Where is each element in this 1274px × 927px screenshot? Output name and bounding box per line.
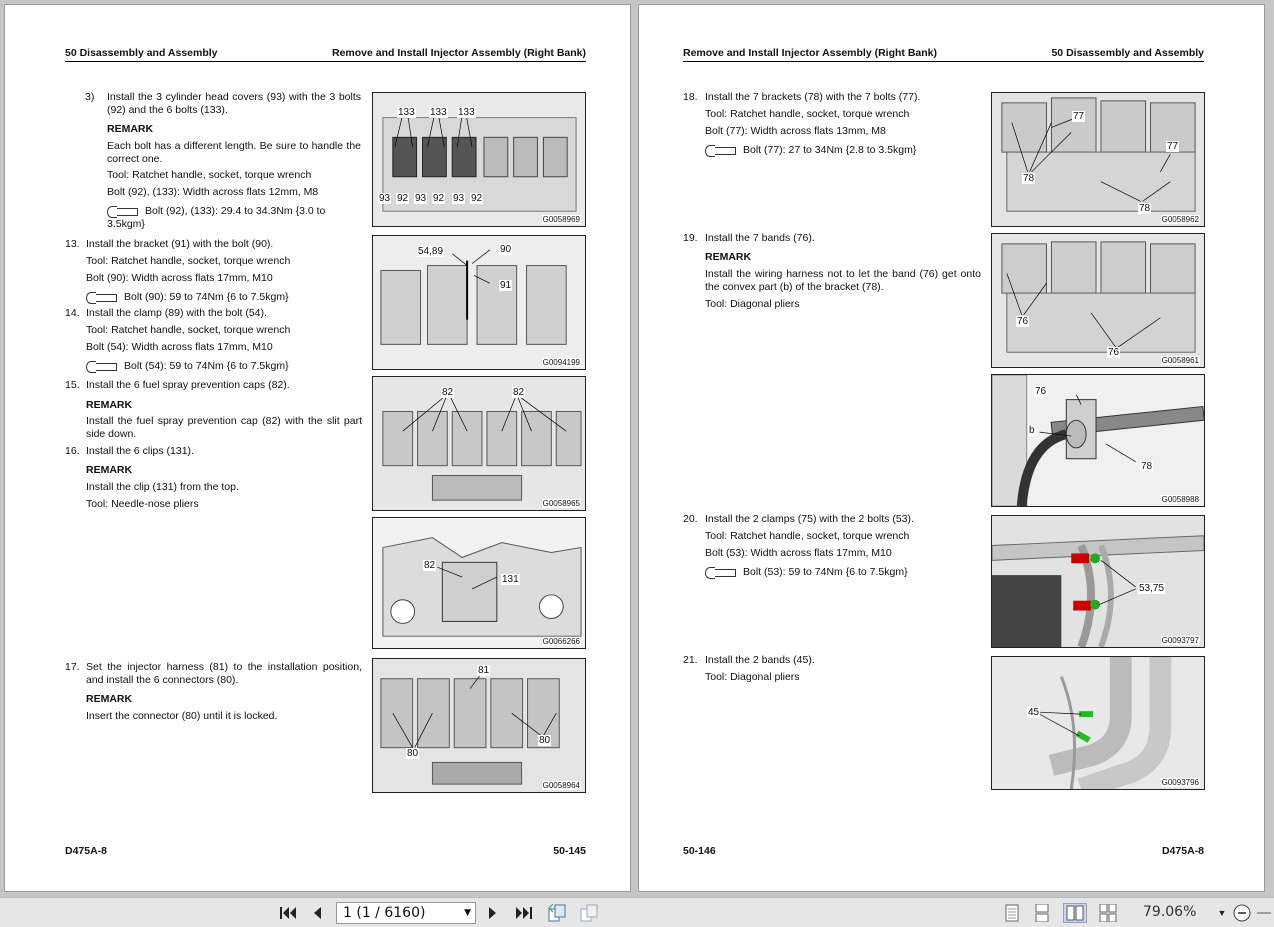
callout-label: 53,75 bbox=[1139, 583, 1165, 594]
next-view-icon[interactable] bbox=[578, 903, 600, 923]
figure-id: G0058962 bbox=[1161, 215, 1199, 224]
bolt-spec: Bolt (92), (133): Width across flats 12mm, M8 bbox=[107, 186, 319, 198]
step-text: Install the 6 clips (131). bbox=[86, 445, 194, 457]
remark-label: REMARK bbox=[705, 251, 752, 263]
callout-label: 76 bbox=[1017, 316, 1029, 327]
figure-convex-part bbox=[991, 374, 1205, 507]
tool-text: Tool: Ratchet handle, socket, torque wrench bbox=[86, 324, 291, 336]
engine-illustration bbox=[373, 518, 585, 648]
callout-label: 133 bbox=[430, 107, 447, 118]
figure-id: G0058969 bbox=[542, 215, 580, 224]
chevron-down-icon[interactable]: ▼ bbox=[464, 908, 471, 918]
bolt-spec: Bolt (77): Width across flats 13mm, M8 bbox=[705, 125, 886, 137]
remark-label: REMARK bbox=[86, 693, 133, 705]
step-number: 17. bbox=[65, 661, 80, 673]
page-number-value: 1 (1 / 6160) bbox=[343, 905, 426, 921]
header-right: Remove and Install Injector Assembly (Right Bank) bbox=[332, 47, 586, 59]
figure-connectors bbox=[372, 658, 586, 793]
figure-bands-45 bbox=[991, 656, 1205, 790]
wrench-icon bbox=[86, 293, 116, 301]
callout-label: 78 bbox=[1023, 173, 1035, 184]
callout-label: 92 bbox=[471, 193, 483, 204]
step-number: 3) bbox=[85, 91, 95, 103]
single-page-icon[interactable] bbox=[1002, 903, 1022, 923]
figure-id: G0094199 bbox=[542, 358, 580, 367]
torque-spec: Bolt (54): 59 to 74Nm {6 to 7.5kgm} bbox=[86, 360, 289, 373]
tool-text: Tool: Ratchet handle, socket, torque wrench bbox=[705, 108, 910, 120]
callout-label: 76 bbox=[1035, 386, 1047, 397]
figure-spray-caps bbox=[372, 376, 586, 511]
zoom-out-icon[interactable] bbox=[1232, 903, 1252, 923]
remark-text: Each bolt has a different length. Be sure to handle the correct one. bbox=[107, 140, 361, 165]
torque-spec: Bolt (90): 59 to 74Nm {6 to 7.5kgm} bbox=[86, 291, 289, 304]
callout-label: 82 bbox=[424, 560, 436, 571]
step-number: 21. bbox=[683, 654, 698, 666]
continuous-icon[interactable] bbox=[1032, 903, 1052, 923]
wrench-icon bbox=[705, 568, 735, 576]
engine-illustration bbox=[992, 657, 1204, 789]
header-left: Remove and Install Injector Assembly (Right Bank) bbox=[683, 47, 937, 59]
callout-label: 78 bbox=[1139, 203, 1151, 214]
zoom-slider[interactable] bbox=[1256, 903, 1272, 923]
zoom-dropdown-icon[interactable]: ▼ bbox=[1217, 908, 1227, 918]
torque-spec: Bolt (53): 59 to 74Nm {6 to 7.5kgm} bbox=[705, 566, 908, 579]
step-text: Install the 3 cylinder head covers (93) with the 3 bolts (92) and the 6 bolts (133). bbox=[107, 91, 361, 116]
tool-text: Tool: Ratchet handle, socket, torque wrench bbox=[705, 530, 910, 542]
callout-label: 93 bbox=[379, 193, 391, 204]
figure-cylinder-head-covers bbox=[372, 92, 586, 227]
remark-text: Install the wiring harness not to let the band (76) get onto the convex part (b) of the bracket (78). bbox=[705, 268, 981, 293]
right-page bbox=[638, 4, 1265, 892]
step-number: 20. bbox=[683, 513, 698, 525]
page-header bbox=[65, 47, 586, 62]
continuous-facing-icon[interactable] bbox=[1097, 903, 1119, 923]
page-header bbox=[683, 47, 1204, 62]
engine-illustration bbox=[992, 93, 1204, 226]
header-right: 50 Disassembly and Assembly bbox=[1051, 47, 1204, 59]
callout-label: 92 bbox=[397, 193, 409, 204]
callout-label: 133 bbox=[398, 107, 415, 118]
step-text: Install the 2 bands (45). bbox=[705, 654, 815, 666]
step-text: Install the 7 bands (76). bbox=[705, 232, 815, 244]
callout-label: b bbox=[1029, 425, 1035, 436]
tool-text: Tool: Diagonal pliers bbox=[705, 298, 800, 310]
step-number: 18. bbox=[683, 91, 698, 103]
figure-id: G0093796 bbox=[1161, 778, 1199, 787]
step-text: Install the 6 fuel spray prevention caps (82). bbox=[86, 379, 290, 391]
step-number: 13. bbox=[65, 238, 80, 250]
wrench-icon bbox=[86, 362, 116, 370]
bolt-spec: Bolt (90): Width across flats 17mm, M10 bbox=[86, 272, 273, 284]
zoom-level[interactable]: 79.06% bbox=[1143, 904, 1197, 920]
callout-label: 93 bbox=[453, 193, 465, 204]
footer-left: D475A-8 bbox=[65, 845, 108, 857]
tool-text: Tool: Needle-nose pliers bbox=[86, 498, 199, 510]
footer-right: 50-145 bbox=[553, 845, 586, 857]
step-text: Install the 2 clamps (75) with the 2 bolts (53). bbox=[705, 513, 914, 525]
callout-label: 92 bbox=[433, 193, 445, 204]
figure-id: G0066266 bbox=[542, 637, 580, 646]
callout-label: 80 bbox=[539, 735, 551, 746]
bolt-spec: Bolt (54): Width across flats 17mm, M10 bbox=[86, 341, 273, 353]
step-text: Install the 7 brackets (78) with the 7 bolts (77). bbox=[705, 91, 921, 103]
remark-text: Install the clip (131) from the top. bbox=[86, 481, 239, 493]
callout-label: 93 bbox=[415, 193, 427, 204]
previous-view-icon[interactable] bbox=[546, 903, 568, 923]
remark-label: REMARK bbox=[86, 399, 133, 411]
callout-label: 54,89 bbox=[418, 246, 444, 257]
callout-label: 81 bbox=[478, 665, 490, 676]
figure-id: G0093797 bbox=[1161, 636, 1199, 645]
engine-illustration bbox=[373, 659, 585, 792]
step-text: Install the bracket (91) with the bolt (90). bbox=[86, 238, 274, 250]
figure-clamps bbox=[991, 515, 1205, 648]
step-number: 15. bbox=[65, 379, 80, 391]
callout-label: 90 bbox=[500, 244, 512, 255]
engine-illustration bbox=[373, 236, 585, 369]
engine-illustration bbox=[373, 377, 585, 510]
figure-bracket bbox=[372, 235, 586, 370]
callout-label: 76 bbox=[1108, 347, 1120, 358]
figure-clip bbox=[372, 517, 586, 649]
engine-illustration bbox=[992, 375, 1204, 506]
callout-label: 77 bbox=[1167, 141, 1179, 152]
callout-label: 78 bbox=[1141, 461, 1153, 472]
step-text: Install the clamp (89) with the bolt (54). bbox=[86, 307, 267, 319]
step-number: 14. bbox=[65, 307, 80, 319]
remark-text: Install the fuel spray prevention cap (82) with the slit part side down. bbox=[86, 415, 362, 440]
figure-id: G0058961 bbox=[1161, 356, 1199, 365]
step-number: 16. bbox=[65, 445, 80, 457]
remark-label: REMARK bbox=[107, 123, 154, 135]
remark-text: Insert the connector (80) until it is locked. bbox=[86, 710, 278, 722]
tool-text: Tool: Ratchet handle, socket, torque wrench bbox=[86, 255, 291, 267]
step-list bbox=[683, 91, 983, 811]
last-page-icon[interactable] bbox=[513, 903, 535, 923]
figure-id: G0058965 bbox=[542, 499, 580, 508]
next-page-icon[interactable] bbox=[484, 903, 502, 923]
engine-illustration bbox=[992, 516, 1204, 647]
callout-label: 80 bbox=[407, 748, 419, 759]
torque-spec: Bolt (92), (133): 29.4 to 34.3Nm {3.0 to 3.5kgm} bbox=[107, 205, 326, 230]
wrench-icon bbox=[107, 207, 137, 215]
wrench-icon bbox=[705, 146, 735, 154]
callout-label: 82 bbox=[513, 387, 525, 398]
footer-right: D475A-8 bbox=[1161, 845, 1204, 857]
facing-icon[interactable] bbox=[1063, 903, 1087, 923]
callout-label: 131 bbox=[502, 574, 519, 585]
left-page bbox=[4, 4, 631, 892]
figure-id: G0058964 bbox=[542, 781, 580, 790]
callout-label: 45 bbox=[1028, 707, 1040, 718]
page-number-field[interactable] bbox=[336, 902, 476, 924]
prev-page-icon[interactable] bbox=[308, 903, 326, 923]
bolt-spec: Bolt (53): Width across flats 17mm, M10 bbox=[705, 547, 892, 559]
tool-text: Tool: Ratchet handle, socket, torque wrench bbox=[107, 169, 312, 181]
first-page-icon[interactable] bbox=[277, 903, 299, 923]
step-list bbox=[65, 91, 363, 811]
callout-label: 77 bbox=[1073, 111, 1085, 122]
footer-left: 50-146 bbox=[683, 845, 716, 857]
figure-id: G0058988 bbox=[1161, 495, 1199, 504]
callout-label: 133 bbox=[458, 107, 475, 118]
step-text: Set the injector harness (81) to the installation position, and install the 6 connectors (80). bbox=[86, 661, 362, 686]
step-number: 19. bbox=[683, 232, 698, 244]
viewer-toolbar bbox=[0, 897, 1274, 927]
figure-bands bbox=[991, 233, 1205, 368]
figure-brackets bbox=[991, 92, 1205, 227]
remark-label: REMARK bbox=[86, 464, 133, 476]
header-left: 50 Disassembly and Assembly bbox=[65, 47, 218, 59]
tool-text: Tool: Diagonal pliers bbox=[705, 671, 800, 683]
callout-label: 82 bbox=[442, 387, 454, 398]
torque-spec: Bolt (77): 27 to 34Nm {2.8 to 3.5kgm} bbox=[705, 144, 916, 157]
callout-label: 91 bbox=[500, 280, 512, 291]
engine-illustration bbox=[992, 234, 1204, 367]
